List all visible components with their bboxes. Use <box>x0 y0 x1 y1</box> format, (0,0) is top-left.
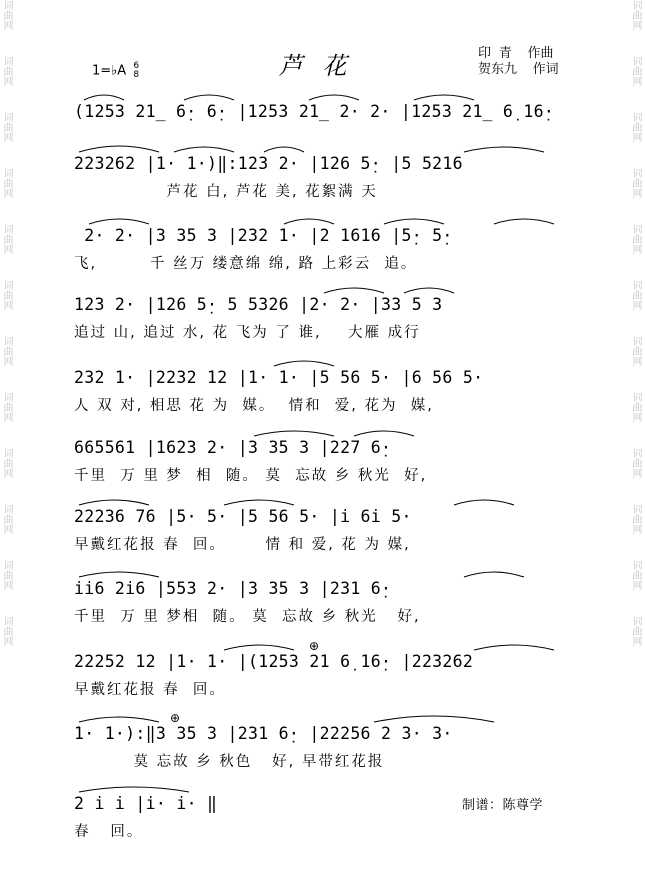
notes: 2 i i |i· i· ‖ <box>74 794 218 813</box>
lyrics: 追过 山, 追过 水, 花 飞为 了 谁, 大雁 成行 <box>74 325 421 341</box>
notes: 22252 12 |1· 1· |(1253 21 6̣ 16̣· |223262 <box>74 652 474 671</box>
lyrics: 早戴红花报 春 回。 情 和 爱, 花 为 媒, <box>74 537 411 553</box>
lyrics: 千里 万 里 梦相 随。 莫 忘故 乡 秋光 好, <box>74 609 421 625</box>
song-title: 芦花 <box>278 52 367 80</box>
time-signature: 6 8 <box>133 61 140 80</box>
notes: 22236 76 |5· 5· |5 56 5· |i 6i 5· <box>74 507 412 526</box>
notes: 1· 1·):‖3 35 3 |231 6̣· |22256 2 3· 3· <box>74 724 453 743</box>
lyrics: 春 回。 <box>74 824 144 840</box>
key-label: 1=♭A <box>92 63 127 79</box>
lyrics: 飞, 千 丝万 缕意绵 绵, 路 上彩云 追。 <box>74 256 418 272</box>
lyrics: 千里 万 里 梦 相 随。 莫 忘故 乡 秋光 好, <box>74 468 428 484</box>
lyrics: 人 双 对, 相思 花 为 媒。 情和 爱, 花为 媒, <box>74 398 434 414</box>
lyrics: 早戴红花报 春 回。 <box>74 682 226 698</box>
notes: (1253 21̲ 6̣· 6̣· |1253 21̲ 2· 2· |1253 21̲ 6̣ 16̣· <box>74 102 555 121</box>
notes: 665561 |1623 2· |3 35 3 |227 6̣· <box>74 438 392 457</box>
lyrics: 莫 忘故 乡 秋色 好, 早带红花报 <box>74 754 385 770</box>
notes: 223262 |1· 1·)‖:123 2· |126 5̣· |5 5216 <box>74 154 463 173</box>
score-maker: 制谱：陈尊学 <box>462 798 544 813</box>
watermark-right: 词曲网 词曲网 词曲网 词曲网 词曲网 词曲网 词曲网 词曲网 词曲网 词曲网 词曲网 词曲网 <box>630 0 641 646</box>
notes: 2· 2· |3 35 3 |232 1· |2 1616 |5̣· 5̣· <box>74 226 453 245</box>
lyricist-credit: 贺东九 作词 <box>478 62 559 77</box>
lyrics: 芦花 白, 芦花 美, 花絮满 天 <box>74 184 378 200</box>
notes: 232 1· |2232 12 |1· 1· |5 56 5· |6 56 5· <box>74 368 484 387</box>
notes: ii6 2i6 |553 2· |3 35 3 |231 6̣· <box>74 579 392 598</box>
coda-mark: ⊕ <box>309 639 320 653</box>
coda-mark: ⊕ <box>170 711 181 725</box>
notes: 123 2· |126 5̣· 5 5326 |2· 2· |33 5 3 <box>74 295 443 314</box>
composer-credit: 印 青 作曲 <box>478 46 554 61</box>
credits <box>478 46 559 78</box>
watermark-left: 词曲网 词曲网 词曲网 词曲网 词曲网 词曲网 词曲网 词曲网 词曲网 词曲网 词曲网 词曲网 <box>1 0 12 646</box>
